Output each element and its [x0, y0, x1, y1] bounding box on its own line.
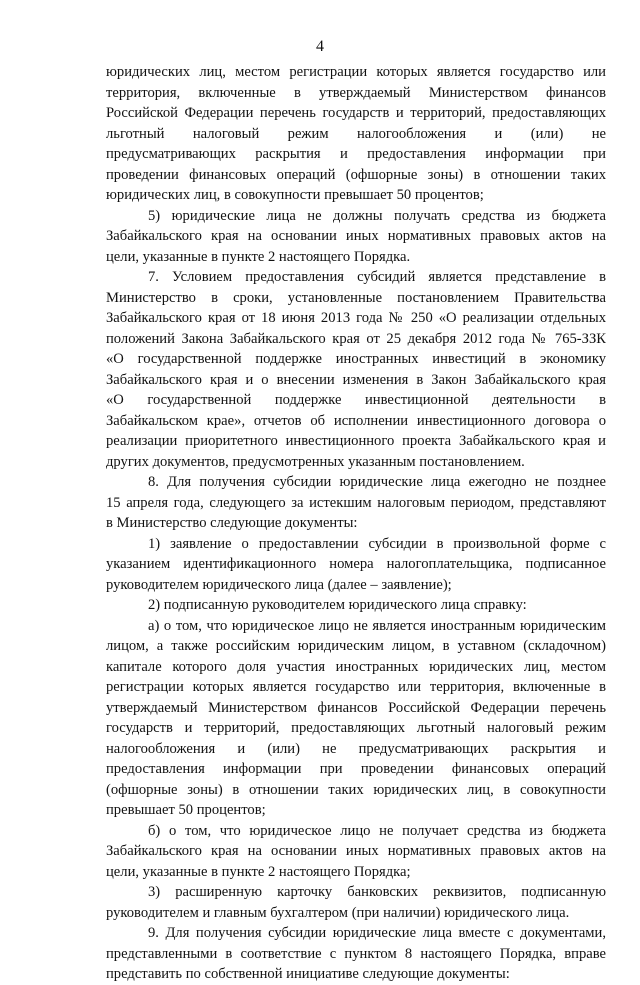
text-line: цели, указанные в пункте 2 настоящего Порядка.: [106, 248, 411, 265]
text-line: Забайкальского края на основании иных нормативных правовых актов на: [106, 843, 606, 859]
text-line: других документов, предусмотренных указанным постановлением.: [106, 453, 525, 470]
paragraph-item-5: [106, 206, 606, 268]
text-line: «О государственной поддержке инвестиционной деятельности в: [106, 392, 606, 408]
text-line: предоставления информации при проведении финансовых операций: [106, 761, 606, 777]
paragraph-clause-8-item-2: [106, 595, 606, 616]
paragraph-clause-8-item-3: [106, 882, 606, 923]
paragraph-clause-9: [106, 923, 606, 985]
text-line: руководителем и главным бухгалтером (при наличии) юридического лица.: [106, 904, 570, 921]
text-line: Забайкальского края и о внесении изменения в Закон Забайкальского края: [106, 371, 606, 388]
paragraph-clause-8-item-1: [106, 534, 606, 596]
paragraph-clause-8-item-2-a: [106, 616, 606, 821]
text-line: руководителем юридического лица (далее – заявление);: [106, 576, 452, 593]
text-line: в Министерство следующие документы:: [106, 515, 358, 531]
paragraph-clause-8: [106, 472, 606, 534]
text-line: утверждаемый Министерством финансов Российской Федерации перечень: [106, 699, 606, 716]
text-line: предусматривающих раскрытия и предоставления информации при: [106, 146, 606, 162]
text-line: 2) подписанную руководителем юридического лица справку:: [148, 597, 527, 613]
text-line: государств и территорий, предоставляющих льготный налоговый режим: [106, 720, 606, 736]
text-line: положений Закона Забайкальского края от 25 декабря 2012 года № 765-ЗЗК: [106, 330, 606, 347]
text-line: Забайкальского края от 18 июня 2013 года № 250 «О реализации отдельных: [106, 310, 606, 326]
text-line: 3) расширенную карточку банковских реквизитов, подписанную: [148, 884, 606, 900]
text-line: льготный налоговый режим налогообложения и (или) не: [106, 125, 606, 142]
text-line: проведении финансовых операций (офшорные зоны) в отношении таких: [106, 166, 606, 183]
text-line: указанием идентификационного номера налогоплательщика, подписанное: [106, 556, 606, 572]
text-line: 1) заявление о предоставлении субсидии в произвольной форме с: [148, 535, 606, 552]
document-body: [106, 62, 606, 985]
text-line: лицом, а также российским юридическим лицом, в уставном (складочном): [106, 638, 606, 654]
page-number: 4: [316, 38, 324, 55]
text-line: капитале которого доля участия иностранных юридических лиц, местом: [106, 658, 606, 675]
text-line: Министерство в сроки, установленные постановлением Правительства: [106, 289, 606, 306]
text-line: превышает 50 процентов;: [106, 802, 266, 818]
text-line: б) о том, что юридическое лицо не получает средства из бюджета: [148, 822, 606, 839]
text-line: «О государственной поддержке иностранных инвестиций в экономику: [106, 351, 606, 367]
text-line: Забайкальского края на основании иных нормативных правовых актов на: [106, 228, 606, 244]
text-line: Российской Федерации перечень государств и территорий, предоставляющих: [106, 105, 606, 121]
text-line: 15 апреля года, следующего за истекшим налоговым периодом, представляют: [106, 494, 606, 511]
text-line: регистрации которых является государство или территория, включенные в: [106, 679, 606, 695]
text-line: юридических лиц, в совокупности превышает 50 процентов;: [106, 187, 484, 203]
paragraph-cont-foreign-registration: [106, 62, 606, 206]
text-line: цели, указанные в пункте 2 настоящего Порядка;: [106, 863, 411, 880]
text-line: Забайкальском крае», отчетов об исполнении инвестиционного договора о: [106, 412, 606, 429]
paragraph-clause-7: [106, 267, 606, 472]
text-line: юридических лиц, местом регистрации которых является государство или: [106, 64, 606, 80]
text-line: реализации приоритетного инвестиционного проекта Забайкальского края и: [106, 433, 606, 449]
text-line: представленными в соответствие с пунктом 8 настоящего Порядка, вправе: [106, 945, 606, 962]
text-line: 7. Условием предоставления субсидий является представление в: [148, 269, 606, 285]
paragraph-clause-8-item-2-b: [106, 821, 606, 883]
text-line: (офшорные зоны) в отношении таких юридических лиц, в совокупности: [106, 781, 606, 798]
text-line: налогообложения и (или) не предусматривающих раскрытия и: [106, 740, 606, 757]
text-line: представить по собственной инициативе следующие документы:: [106, 966, 510, 982]
text-line: территория, включенные в утверждаемый Министерством финансов: [106, 84, 606, 101]
text-line: 9. Для получения субсидии юридические лица вместе с документами,: [148, 925, 606, 941]
text-line: 5) юридические лица не должны получать средства из бюджета: [148, 207, 606, 224]
text-line: 8. Для получения субсидии юридические лица ежегодно не позднее: [148, 474, 606, 490]
text-line: а) о том, что юридическое лицо не является иностранным юридическим: [148, 617, 606, 634]
